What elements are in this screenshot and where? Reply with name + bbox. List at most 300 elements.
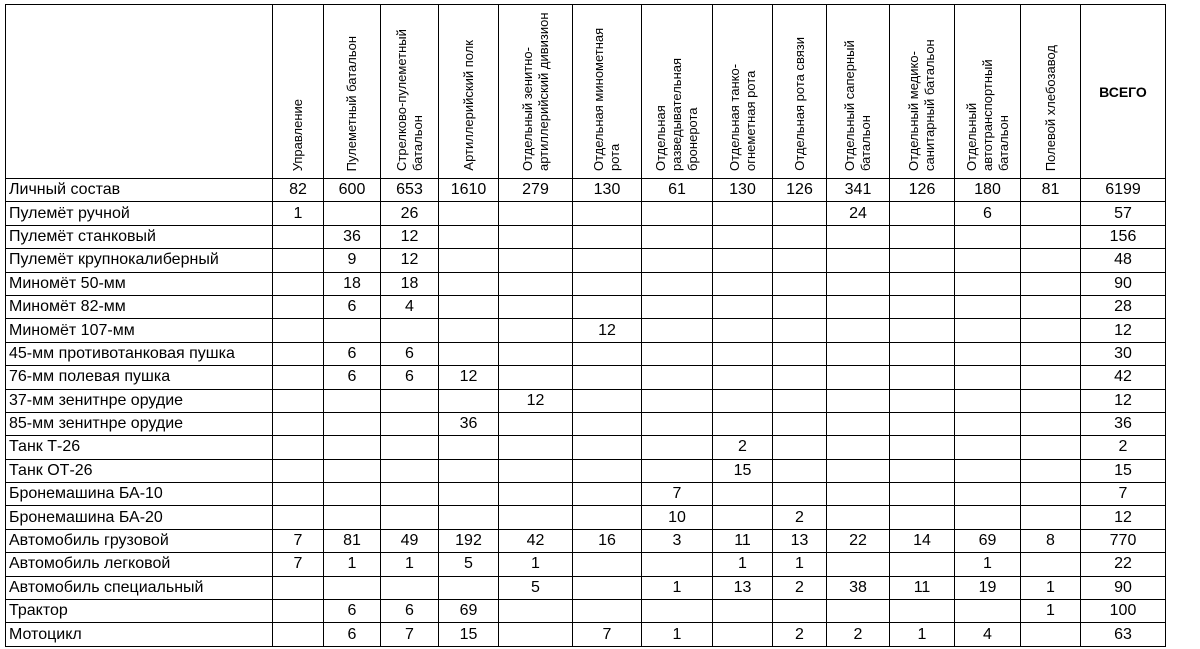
row-label: Пулемёт крупнокалиберный — [6, 249, 273, 272]
table-cell: 126 — [890, 179, 955, 202]
table-cell: 18 — [324, 272, 381, 295]
table-cell — [890, 389, 955, 412]
table-cell — [827, 436, 890, 459]
table-cell — [1021, 483, 1081, 506]
table-cell — [573, 506, 642, 529]
table-cell — [439, 459, 499, 482]
col-header-label: Стрелково-пулеметный батальон — [393, 29, 425, 171]
table-cell: 1 — [890, 623, 955, 646]
table-cell — [324, 319, 381, 342]
table-cell: 1 — [955, 553, 1021, 576]
table-cell: 2 — [773, 623, 827, 646]
col-header-label: Отдельный зенитно-артиллерийский дивизион — [519, 12, 551, 171]
table-cell — [573, 483, 642, 506]
col-header — [773, 5, 827, 179]
table-cell — [890, 412, 955, 435]
table-cell — [1021, 366, 1081, 389]
table-cell — [642, 600, 713, 623]
table-cell — [890, 459, 955, 482]
table-row — [6, 319, 1166, 342]
table-cell — [827, 272, 890, 295]
header-row — [6, 5, 1166, 179]
col-header-label: Полевой хлебозавод — [1042, 44, 1058, 171]
table-cell — [381, 506, 439, 529]
table-cell: 180 — [955, 179, 1021, 202]
table-cell: 15 — [439, 623, 499, 646]
table-cell — [955, 249, 1021, 272]
table-cell — [439, 506, 499, 529]
table-row — [6, 202, 1166, 225]
table-cell — [713, 366, 773, 389]
table-cell — [381, 412, 439, 435]
row-label: Автомобиль специальный — [6, 576, 273, 599]
table-cell — [642, 202, 713, 225]
table-cell — [773, 249, 827, 272]
table-cell — [713, 295, 773, 318]
table-cell — [713, 249, 773, 272]
table-cell: 5 — [439, 553, 499, 576]
table-cell — [499, 412, 573, 435]
total-cell: 36 — [1081, 412, 1166, 435]
total-cell: 42 — [1081, 366, 1166, 389]
table-row — [6, 483, 1166, 506]
table-cell: 12 — [573, 319, 642, 342]
table-cell — [499, 506, 573, 529]
row-label: 37-мм зенитнре орудие — [6, 389, 273, 412]
table-row — [6, 272, 1166, 295]
total-cell: 12 — [1081, 506, 1166, 529]
table-row — [6, 553, 1166, 576]
table-cell — [890, 249, 955, 272]
col-header-label: Отдельный саперный батальон — [842, 40, 873, 171]
table-cell — [439, 249, 499, 272]
table-cell — [573, 249, 642, 272]
table-cell — [499, 272, 573, 295]
table-row — [6, 295, 1166, 318]
total-cell: 6199 — [1081, 179, 1166, 202]
table-cell — [955, 600, 1021, 623]
table-cell — [381, 436, 439, 459]
table-cell — [324, 436, 381, 459]
table-cell: 49 — [381, 529, 439, 552]
table-cell: 6 — [324, 600, 381, 623]
table-cell — [273, 412, 324, 435]
table-cell — [381, 459, 439, 482]
table-cell: 1 — [1021, 600, 1081, 623]
table-cell: 36 — [324, 225, 381, 248]
table-cell: 1 — [642, 576, 713, 599]
table-cell — [273, 483, 324, 506]
table-cell — [713, 623, 773, 646]
table-cell — [499, 483, 573, 506]
table-cell — [713, 342, 773, 365]
table-cell — [890, 506, 955, 529]
table-cell: 279 — [499, 179, 573, 202]
table-cell: 11 — [890, 576, 955, 599]
table-cell — [890, 319, 955, 342]
table-cell: 1 — [273, 202, 324, 225]
table-cell: 22 — [827, 529, 890, 552]
table-cell — [827, 342, 890, 365]
row-label: Бронемашина БА-20 — [6, 506, 273, 529]
row-label: Танк Т-26 — [6, 436, 273, 459]
table-cell — [499, 202, 573, 225]
table-cell — [955, 319, 1021, 342]
table-cell: 2 — [773, 506, 827, 529]
table-cell: 12 — [381, 225, 439, 248]
table-cell: 26 — [381, 202, 439, 225]
table-cell: 61 — [642, 179, 713, 202]
table-cell — [573, 412, 642, 435]
header-corner — [6, 5, 273, 179]
table-cell — [642, 366, 713, 389]
table-row — [6, 436, 1166, 459]
table-cell: 3 — [642, 529, 713, 552]
col-header-label: Отдельный медико-санитарный батальон — [906, 39, 937, 171]
table-cell: 19 — [955, 576, 1021, 599]
table-cell: 2 — [713, 436, 773, 459]
table-cell: 42 — [499, 529, 573, 552]
table-cell: 7 — [381, 623, 439, 646]
total-cell: 770 — [1081, 529, 1166, 552]
table-cell: 24 — [827, 202, 890, 225]
table-cell — [890, 483, 955, 506]
total-cell: 22 — [1081, 553, 1166, 576]
table-cell: 341 — [827, 179, 890, 202]
col-header — [642, 5, 713, 179]
table-cell — [773, 295, 827, 318]
table-cell — [827, 483, 890, 506]
row-label: Миномёт 82-мм — [6, 295, 273, 318]
table-row — [6, 389, 1166, 412]
table-cell — [890, 202, 955, 225]
table-cell — [273, 342, 324, 365]
table-cell — [499, 249, 573, 272]
table-cell — [573, 576, 642, 599]
table-cell: 600 — [324, 179, 381, 202]
total-cell: 48 — [1081, 249, 1166, 272]
table-cell — [642, 225, 713, 248]
table-cell: 9 — [324, 249, 381, 272]
table-cell — [713, 272, 773, 295]
col-header — [827, 5, 890, 179]
table-cell: 69 — [955, 529, 1021, 552]
table-cell — [773, 600, 827, 623]
table-cell — [773, 319, 827, 342]
table-cell — [827, 553, 890, 576]
table-cell — [573, 225, 642, 248]
table-cell — [273, 225, 324, 248]
table-cell — [642, 319, 713, 342]
col-header-label: Отдельная минометная рота — [591, 27, 622, 171]
table-cell — [439, 225, 499, 248]
table-cell: 1 — [381, 553, 439, 576]
total-cell: 15 — [1081, 459, 1166, 482]
table-cell: 126 — [773, 179, 827, 202]
table-cell — [381, 389, 439, 412]
table-cell: 2 — [827, 623, 890, 646]
table-cell — [273, 366, 324, 389]
table-cell — [273, 319, 324, 342]
table-cell — [499, 600, 573, 623]
col-header — [890, 5, 955, 179]
table-row — [6, 249, 1166, 272]
table-cell — [890, 600, 955, 623]
table-cell: 1 — [499, 553, 573, 576]
table-cell — [642, 249, 713, 272]
table-cell — [499, 623, 573, 646]
table-cell — [1021, 389, 1081, 412]
table-cell — [1021, 623, 1081, 646]
table-cell — [773, 389, 827, 412]
table-cell: 13 — [713, 576, 773, 599]
table-cell — [890, 553, 955, 576]
table-cell: 1610 — [439, 179, 499, 202]
row-label: Миномёт 50-мм — [6, 272, 273, 295]
col-header — [273, 5, 324, 179]
table-cell: 7 — [573, 623, 642, 646]
total-cell: 2 — [1081, 436, 1166, 459]
table-row — [6, 600, 1166, 623]
table-cell — [827, 506, 890, 529]
table-cell — [273, 249, 324, 272]
col-header-label: Отдельный автотранспортный батальон — [963, 59, 1011, 171]
table-cell: 36 — [439, 412, 499, 435]
table-cell — [499, 319, 573, 342]
staffing-table — [5, 4, 1166, 647]
table-cell: 7 — [273, 553, 324, 576]
table-cell: 2 — [773, 576, 827, 599]
table-cell — [713, 319, 773, 342]
table-cell — [642, 389, 713, 412]
col-header-label: Отдельная танко-огнеметная рота — [726, 63, 758, 171]
table-cell: 4 — [381, 295, 439, 318]
col-header — [499, 5, 573, 179]
table-cell — [827, 366, 890, 389]
table-cell: 82 — [273, 179, 324, 202]
table-cell: 6 — [381, 366, 439, 389]
total-cell: 30 — [1081, 342, 1166, 365]
table-cell — [955, 412, 1021, 435]
table-cell — [499, 366, 573, 389]
row-label: Бронемашина БА-10 — [6, 483, 273, 506]
table-cell: 14 — [890, 529, 955, 552]
table-cell — [827, 600, 890, 623]
table-cell: 5 — [499, 576, 573, 599]
table-cell — [573, 436, 642, 459]
table-cell — [573, 459, 642, 482]
table-cell — [273, 272, 324, 295]
table-cell — [273, 600, 324, 623]
table-cell — [713, 483, 773, 506]
table-cell — [1021, 249, 1081, 272]
table-cell — [573, 389, 642, 412]
table-row — [6, 623, 1166, 646]
table-cell — [1021, 412, 1081, 435]
table-cell: 130 — [713, 179, 773, 202]
table-cell — [642, 553, 713, 576]
table-cell: 130 — [573, 179, 642, 202]
table-cell — [827, 225, 890, 248]
col-header — [439, 5, 499, 179]
table-cell: 38 — [827, 576, 890, 599]
table-cell: 6 — [955, 202, 1021, 225]
table-cell — [827, 389, 890, 412]
table-cell — [955, 483, 1021, 506]
table-cell: 6 — [324, 295, 381, 318]
table-cell — [642, 272, 713, 295]
table-cell: 12 — [381, 249, 439, 272]
total-cell: 156 — [1081, 225, 1166, 248]
table-cell — [1021, 436, 1081, 459]
col-header — [381, 5, 439, 179]
table-cell — [713, 225, 773, 248]
table-cell: 81 — [324, 529, 381, 552]
table-cell — [439, 389, 499, 412]
table-cell — [499, 342, 573, 365]
table-cell — [381, 576, 439, 599]
table-cell — [773, 366, 827, 389]
table-cell — [324, 459, 381, 482]
table-cell — [955, 342, 1021, 365]
table-cell — [642, 295, 713, 318]
table-cell — [1021, 202, 1081, 225]
table-cell — [439, 483, 499, 506]
table-cell — [773, 436, 827, 459]
table-cell — [955, 459, 1021, 482]
table-cell — [439, 319, 499, 342]
table-cell — [499, 436, 573, 459]
table-cell — [827, 319, 890, 342]
col-header-label: Пулеметный батальон — [344, 35, 359, 171]
table-cell — [573, 342, 642, 365]
table-cell — [1021, 272, 1081, 295]
table-cell — [890, 272, 955, 295]
row-label: 85-мм зенитнре орудие — [6, 412, 273, 435]
table-cell — [890, 225, 955, 248]
col-header-label: Отдельная рота связи — [791, 37, 807, 171]
table-cell — [324, 202, 381, 225]
table-cell — [890, 342, 955, 365]
table-cell — [1021, 342, 1081, 365]
table-cell: 192 — [439, 529, 499, 552]
table-cell — [1021, 459, 1081, 482]
row-label: Автомобиль легковой — [6, 553, 273, 576]
table-cell — [499, 459, 573, 482]
col-header-label: Управление — [290, 98, 305, 171]
total-cell: 100 — [1081, 600, 1166, 623]
table-cell: 1 — [642, 623, 713, 646]
total-cell: 90 — [1081, 576, 1166, 599]
table-cell — [890, 295, 955, 318]
table-cell — [827, 249, 890, 272]
table-cell — [642, 436, 713, 459]
table-cell — [573, 600, 642, 623]
row-label: Пулемёт ручной — [6, 202, 273, 225]
table-cell — [827, 459, 890, 482]
table-cell — [273, 576, 324, 599]
table-row — [6, 506, 1166, 529]
table-cell — [713, 202, 773, 225]
table-cell — [324, 412, 381, 435]
table-cell — [955, 366, 1021, 389]
table-cell — [713, 389, 773, 412]
table-cell — [273, 389, 324, 412]
table-cell: 1 — [1021, 576, 1081, 599]
table-cell: 12 — [439, 366, 499, 389]
col-header — [1021, 5, 1081, 179]
table-cell — [324, 506, 381, 529]
table-cell — [573, 272, 642, 295]
total-cell: 28 — [1081, 295, 1166, 318]
table-row — [6, 576, 1166, 599]
col-header-label: Отдельная разведывательная бронерота — [653, 57, 700, 171]
table-cell — [955, 225, 1021, 248]
table-cell — [381, 319, 439, 342]
row-label: Автомобиль грузовой — [6, 529, 273, 552]
table-cell: 7 — [273, 529, 324, 552]
table-cell — [273, 459, 324, 482]
table-cell: 653 — [381, 179, 439, 202]
table-cell — [773, 272, 827, 295]
table-cell — [827, 412, 890, 435]
table-cell: 6 — [324, 623, 381, 646]
table-cell — [439, 342, 499, 365]
table-cell: 10 — [642, 506, 713, 529]
table-cell — [1021, 319, 1081, 342]
table-cell: 6 — [381, 600, 439, 623]
total-cell: 63 — [1081, 623, 1166, 646]
table-cell — [773, 342, 827, 365]
row-label: Пулемёт станковый — [6, 225, 273, 248]
total-cell: 57 — [1081, 202, 1166, 225]
table-cell: 81 — [1021, 179, 1081, 202]
table-cell: 1 — [713, 553, 773, 576]
table-cell — [713, 600, 773, 623]
row-label: Танк ОТ-26 — [6, 459, 273, 482]
table-cell — [713, 506, 773, 529]
table-cell: 13 — [773, 529, 827, 552]
table-cell — [773, 202, 827, 225]
table-cell — [713, 412, 773, 435]
table-row — [6, 412, 1166, 435]
table-cell — [439, 436, 499, 459]
table-cell — [642, 342, 713, 365]
total-cell: 12 — [1081, 389, 1166, 412]
table-cell — [827, 295, 890, 318]
table-cell — [439, 202, 499, 225]
table-cell — [381, 483, 439, 506]
table-cell: 1 — [324, 553, 381, 576]
row-label: 76-мм полевая пушка — [6, 366, 273, 389]
table-cell — [773, 483, 827, 506]
table-cell: 11 — [713, 529, 773, 552]
table-cell — [439, 576, 499, 599]
table-row — [6, 366, 1166, 389]
table-cell — [955, 272, 1021, 295]
table-cell: 69 — [439, 600, 499, 623]
row-label: 45-мм противотанковая пушка — [6, 342, 273, 365]
table-cell — [499, 295, 573, 318]
col-header — [713, 5, 773, 179]
table-cell: 1 — [773, 553, 827, 576]
table-cell — [1021, 295, 1081, 318]
table-cell — [955, 389, 1021, 412]
table-cell — [439, 295, 499, 318]
table-cell: 18 — [381, 272, 439, 295]
table-cell — [642, 412, 713, 435]
table-cell — [955, 295, 1021, 318]
